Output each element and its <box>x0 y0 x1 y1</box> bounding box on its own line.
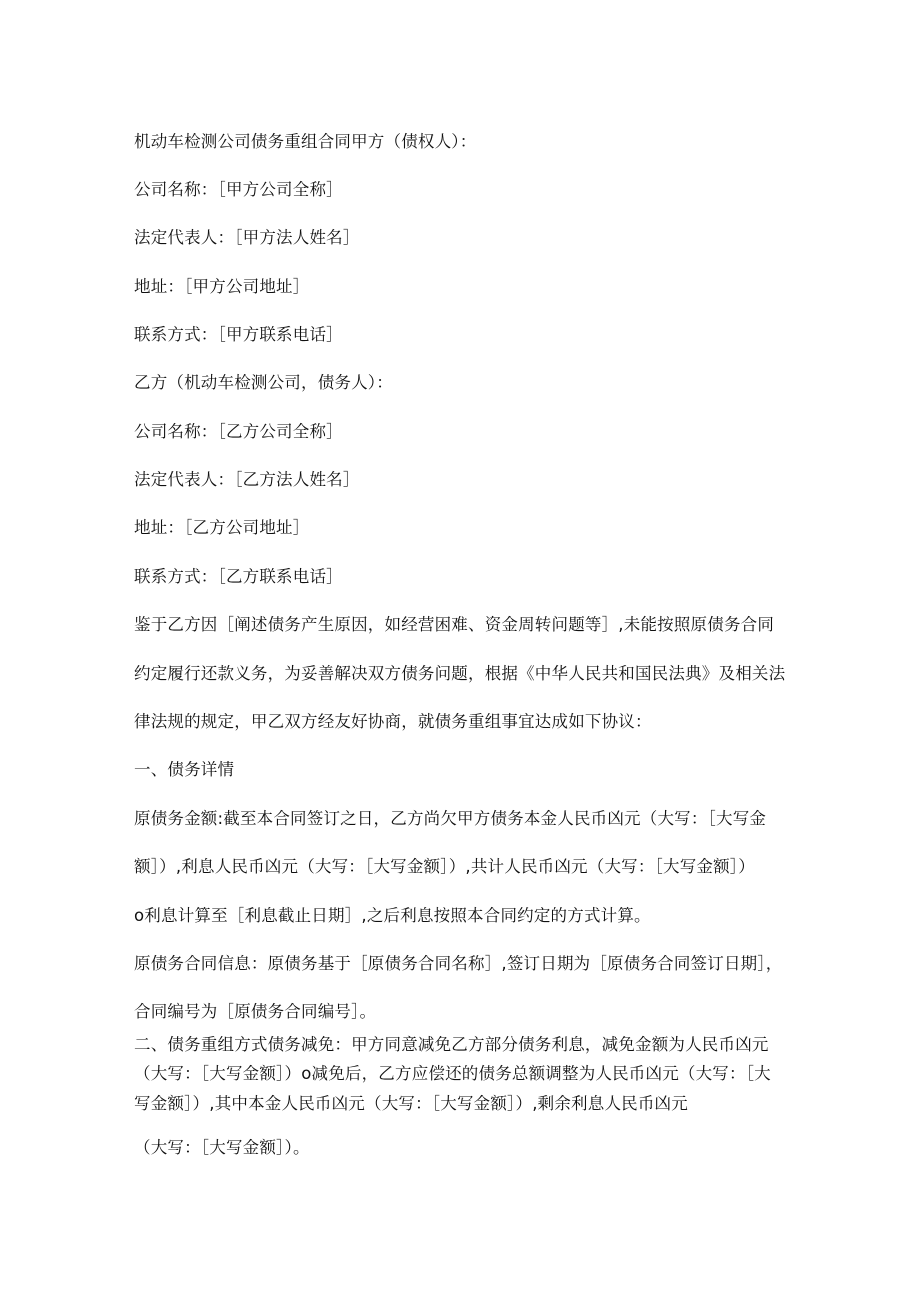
restructuring-line-2: （大写：［大写金额］）o减免后，乙方应偿还的债务总额调整为人民币凶元（大写：［大 <box>134 1064 771 1083</box>
party-b-legal-representative: 法定代表人：［乙方法人姓名］ <box>134 470 360 489</box>
party-b-address: 地址：［乙方公司地址］ <box>134 518 310 537</box>
preamble-line-3: 律法规的规定，甲乙双方经友好协商，就债务重组事宜达成如下协议： <box>134 712 652 731</box>
preamble-line-1: 鉴于乙方因［阐述债务产生原因，如经营困难、资金周转问题等］,未能按照原债务合同 <box>134 615 775 634</box>
debt-amount-line-1: 原债务金额:截至本合同签订之日，乙方尚欠甲方债务本金人民币凶元（大写：［大写金 <box>134 809 767 828</box>
debt-amount-line-3: o利息计算至［利息截止日期］,之后利息按照本合同约定的方式计算。 <box>134 906 651 925</box>
contract-title-line: 机动车检测公司债务重组合同甲方（债权人）： <box>134 132 477 151</box>
preamble-line-2: 约定履行还款义务，为妥善解决双方债务问题，根据《中华人民共和国民法典》及相关法 <box>134 664 786 683</box>
party-b-contact: 联系方式：［乙方联系电话］ <box>134 567 343 586</box>
restructuring-line-1: 二、债务重组方式债务减免：甲方同意减免乙方部分债务利息，减免金额为人民币凶元 <box>134 1035 769 1054</box>
party-a-address: 地址：［甲方公司地址］ <box>134 277 310 296</box>
contract-info-line-1: 原债务合同信息：原债务基于［原债务合同名称］,签订日期为［原债务合同签订日期］， <box>134 954 783 973</box>
debt-amount-line-2: 额］）,利息人民币凶元（大写：［大写金额］）,共计人民币凶元（大写：［大写金额］） <box>134 857 755 876</box>
party-a-legal-representative: 法定代表人：［甲方法人姓名］ <box>134 228 360 247</box>
restructuring-line-4: （大写：［大写金额］）。 <box>134 1138 310 1157</box>
party-a-contact: 联系方式：［甲方联系电话］ <box>134 325 343 344</box>
section-1-heading: 一、债务详情 <box>134 760 235 779</box>
party-a-company-name: 公司名称：［甲方公司全称］ <box>134 180 343 199</box>
contract-info-line-2: 合同编号为［原债务合同编号］。 <box>134 1002 377 1021</box>
party-b-heading: 乙方（机动车检测公司，债务人）： <box>134 373 393 392</box>
restructuring-line-3: 写金额］）,其中本金人民币凶元（大写：［大写金额］）,剩余利息人民币凶元 <box>134 1094 688 1113</box>
party-b-company-name: 公司名称：［乙方公司全称］ <box>134 422 343 441</box>
